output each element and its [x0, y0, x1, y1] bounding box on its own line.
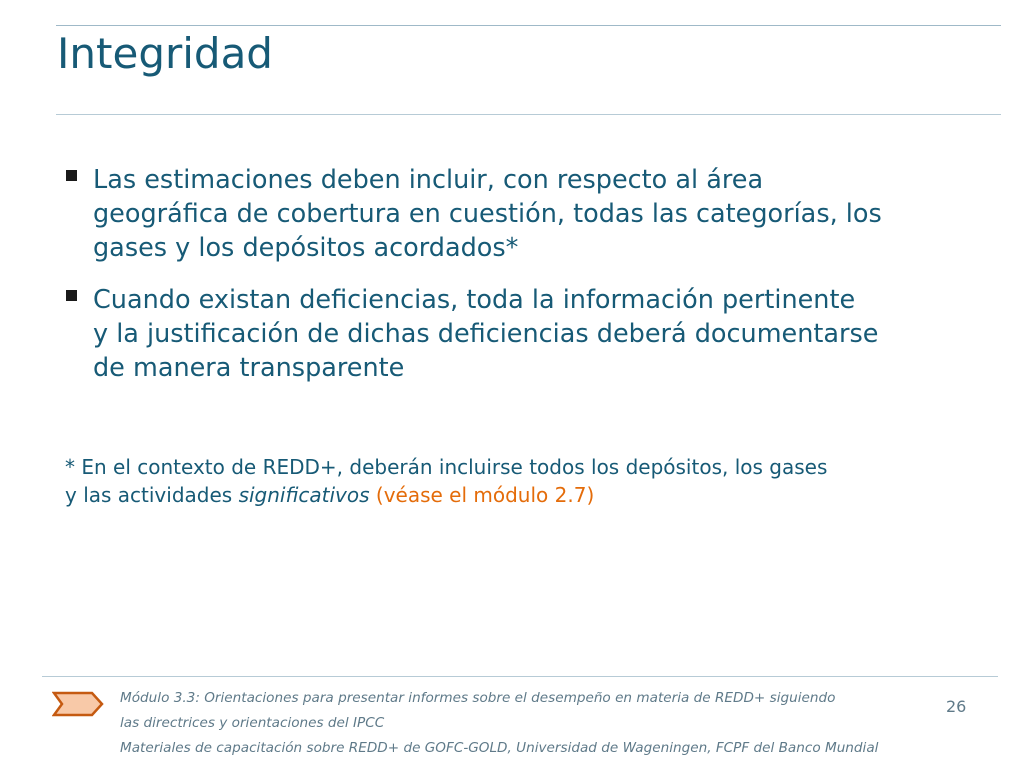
bullet-text	[93, 163, 986, 265]
footnote-text: y las actividades	[65, 483, 239, 507]
bullet-line: y la justificación de dichas deficiencias deberá documentarse	[93, 319, 879, 349]
bullet-line: gases y los depósitos acordados*	[93, 233, 519, 263]
bullet-line: Cuando existan deficiencias, toda la información pertinente	[93, 285, 856, 315]
module-reference: (véase el módulo 2.7)	[375, 483, 595, 507]
bullet-item	[66, 283, 986, 385]
page-number: 26	[946, 697, 967, 716]
bullet-line: de manera transparente	[93, 353, 405, 383]
footer-caption	[120, 686, 878, 761]
bullet-item	[66, 163, 986, 265]
footer-line: Módulo 3.3: Orientaciones para presentar informes sobre el desempeño en materia de REDD+ siguiendo	[120, 690, 836, 706]
title-divider	[56, 114, 1001, 115]
slide-title: Integridad	[57, 29, 273, 78]
footnote	[65, 453, 827, 509]
footnote-line: * En el contexto de REDD+, deberán incluirse todos los depósitos, los gases	[65, 455, 828, 479]
chevron-right-icon	[52, 690, 104, 718]
bullet-line: geográfica de cobertura en cuestión, todas las categorías, los	[93, 199, 882, 229]
bullet-line: Las estimaciones deben incluir, con respecto al área	[93, 165, 764, 195]
footer-line: Materiales de capacitación sobre REDD+ de GOFC-GOLD, Universidad de Wageningen, FCPF del Banco Mundial	[120, 740, 879, 756]
footnote-emphasis: significativos	[238, 483, 370, 507]
footer-line: las directrices y orientaciones del IPCC	[120, 715, 385, 731]
bullet-text	[93, 283, 986, 385]
footnote-line	[65, 481, 827, 509]
square-bullet-icon	[66, 290, 77, 301]
square-bullet-icon	[66, 170, 77, 181]
footer-divider	[42, 676, 998, 677]
top-divider	[56, 25, 1001, 26]
